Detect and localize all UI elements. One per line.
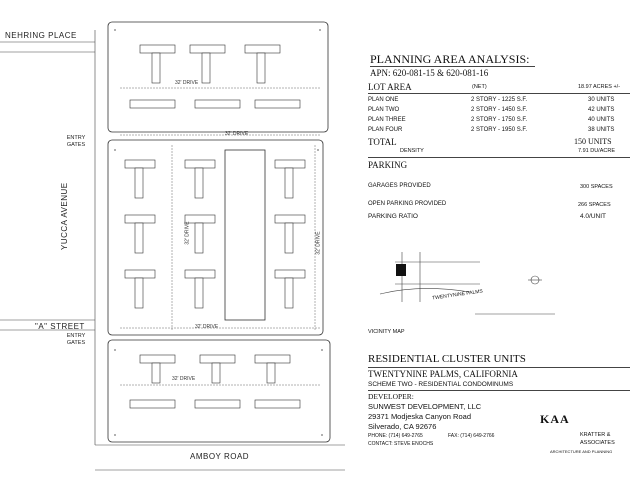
plan-units: 30 UNITS [588, 97, 615, 103]
vicinity-map [360, 232, 630, 335]
analysis-title: PLANNING AREA ANALYSIS: [370, 52, 530, 66]
tree [114, 149, 116, 151]
tree [114, 349, 116, 351]
parcel-north [108, 22, 328, 132]
building-cluster [195, 223, 203, 253]
architect-name-line3: ARCHITECTURE AND PLANNING [550, 449, 613, 454]
building-cluster [195, 400, 240, 408]
building-cluster [190, 45, 225, 53]
project-scheme: SCHEME TWO - RESIDENTIAL CONDOMINUMS [368, 381, 514, 388]
drive-label: 32' DRIVE [184, 221, 191, 245]
plan-name: PLAN TWO [368, 107, 400, 113]
plan-name: PLAN FOUR [368, 127, 403, 133]
density-value: 7.91 DU/ACRE [578, 148, 615, 154]
developer-phone: PHONE: (714) 649-2765 [368, 433, 423, 439]
nehring-place-label: NEHRING PLACE [5, 31, 77, 40]
building-cluster [140, 45, 175, 53]
building-cluster [125, 215, 155, 223]
plan-row [368, 107, 624, 115]
divider [368, 93, 630, 94]
building-cluster [275, 160, 305, 168]
apn-label: APN: 620-081-15 & 620-081-16 [370, 68, 489, 78]
developer-address2: Silverado, CA 92676 [368, 422, 437, 431]
open-parking-value: 266 SPACES [578, 202, 611, 208]
building-cluster [275, 270, 305, 278]
tree [114, 29, 116, 31]
building-cluster [185, 160, 215, 168]
open-space [225, 150, 265, 320]
building-cluster [257, 53, 265, 83]
amboy-road-label: AMBOY ROAD [190, 452, 250, 461]
building-cluster [255, 400, 300, 408]
building-cluster [125, 160, 155, 168]
building-cluster [135, 278, 143, 308]
a-street-label: "A" STREET [35, 322, 85, 331]
developer-address1: 29371 Modjeska Canyon Road [368, 412, 471, 421]
lot-area-value: 18.97 ACRES +/- [578, 84, 621, 90]
building-cluster [152, 53, 160, 83]
building-cluster [245, 45, 280, 53]
parking-ratio-label: PARKING RATIO [368, 213, 418, 220]
building-cluster [285, 278, 293, 308]
parking-ratio-value: 4.0/UNIT [580, 213, 607, 220]
plan-desc: 2 STORY - 1750 S.F. [471, 117, 528, 123]
drive-label: 32' DRIVE [195, 324, 219, 330]
building-cluster [125, 270, 155, 278]
building-cluster [285, 223, 293, 253]
lot-area-label: LOT AREA [368, 82, 412, 92]
drive-label: 32' DRIVE [315, 231, 322, 255]
building-cluster [212, 363, 220, 383]
building-cluster [130, 400, 175, 408]
plan-name: PLAN THREE [368, 117, 406, 123]
tree [319, 29, 321, 31]
project-city: TWENTYNINE PALMS, CALIFORNIA [368, 369, 518, 379]
town-label: TWENTYNINE PALMS [431, 288, 484, 302]
title-underline [370, 66, 535, 67]
building-cluster [135, 168, 143, 198]
tree [317, 149, 319, 151]
building-cluster [195, 278, 203, 308]
tree [321, 434, 323, 436]
entry-gates-label: ENTRY GATES [66, 333, 86, 346]
developer-fax: FAX: (714) 649-2766 [448, 433, 495, 439]
drive-label: 32' DRIVE [172, 376, 196, 382]
vicinity-map-drawing [360, 232, 630, 332]
building-cluster [140, 355, 175, 363]
vicinity-map-label: VICINITY MAP [368, 329, 405, 335]
site-location-marker [396, 264, 406, 276]
total-label: TOTAL [368, 137, 397, 147]
building-cluster [255, 355, 290, 363]
building-cluster [200, 355, 235, 363]
building-cluster [275, 215, 305, 223]
plan-units: 40 UNITS [588, 117, 615, 123]
divider [368, 157, 630, 158]
plan-desc: 2 STORY - 1950 S.F. [471, 127, 528, 133]
divider [368, 367, 630, 368]
garages-value: 300 SPACES [580, 184, 613, 190]
plan-name: PLAN ONE [368, 97, 399, 103]
plan-units: 38 UNITS [588, 127, 615, 133]
developer-name: SUNWEST DEVELOPMENT, LLC [368, 402, 482, 411]
density-label: DENSITY [400, 148, 424, 154]
plan-desc: 2 STORY - 1450 S.F. [471, 107, 528, 113]
architect-name-line1: KRATTER & [580, 432, 611, 438]
building-cluster [202, 53, 210, 83]
building-cluster [152, 363, 160, 383]
open-parking-label: OPEN PARKING PROVIDED [368, 201, 447, 207]
architect-logo: KAA [540, 412, 570, 426]
plan-units: 42 UNITS [588, 107, 615, 113]
building-cluster [130, 100, 175, 108]
plan-row [368, 127, 624, 135]
divider [368, 390, 630, 391]
yucca-avenue-text: YUCCA AVENUE [60, 182, 69, 250]
plan-desc: 2 STORY - 1225 S.F. [471, 97, 528, 103]
drive-label: 32' DRIVE [175, 80, 199, 86]
tree [321, 349, 323, 351]
plan-row [368, 97, 624, 105]
entry-gates-label: ENTRY GATES [66, 135, 86, 148]
building-cluster [255, 100, 300, 108]
developer-label: DEVELOPER: [368, 392, 414, 401]
developer-contact: CONTACT: STEVE ENOCHS [368, 441, 434, 447]
building-cluster [267, 363, 275, 383]
analysis-panel [360, 0, 640, 480]
total-value: 150 UNITS [574, 137, 612, 146]
building-cluster [195, 168, 203, 198]
building-cluster [185, 270, 215, 278]
tree [114, 434, 116, 436]
building-cluster [135, 223, 143, 253]
plan-row [368, 117, 624, 125]
garages-label: GARAGES PROVIDED [368, 183, 431, 189]
building-cluster [195, 100, 240, 108]
architect-name-line2: ASSOCIATES [580, 440, 615, 446]
drive-label: 32' DRIVE [225, 131, 249, 137]
lot-area-net: (NET) [472, 84, 487, 90]
project-title: RESIDENTIAL CLUSTER UNITS [368, 353, 526, 365]
parking-label: PARKING [368, 160, 408, 170]
building-cluster [285, 168, 293, 198]
